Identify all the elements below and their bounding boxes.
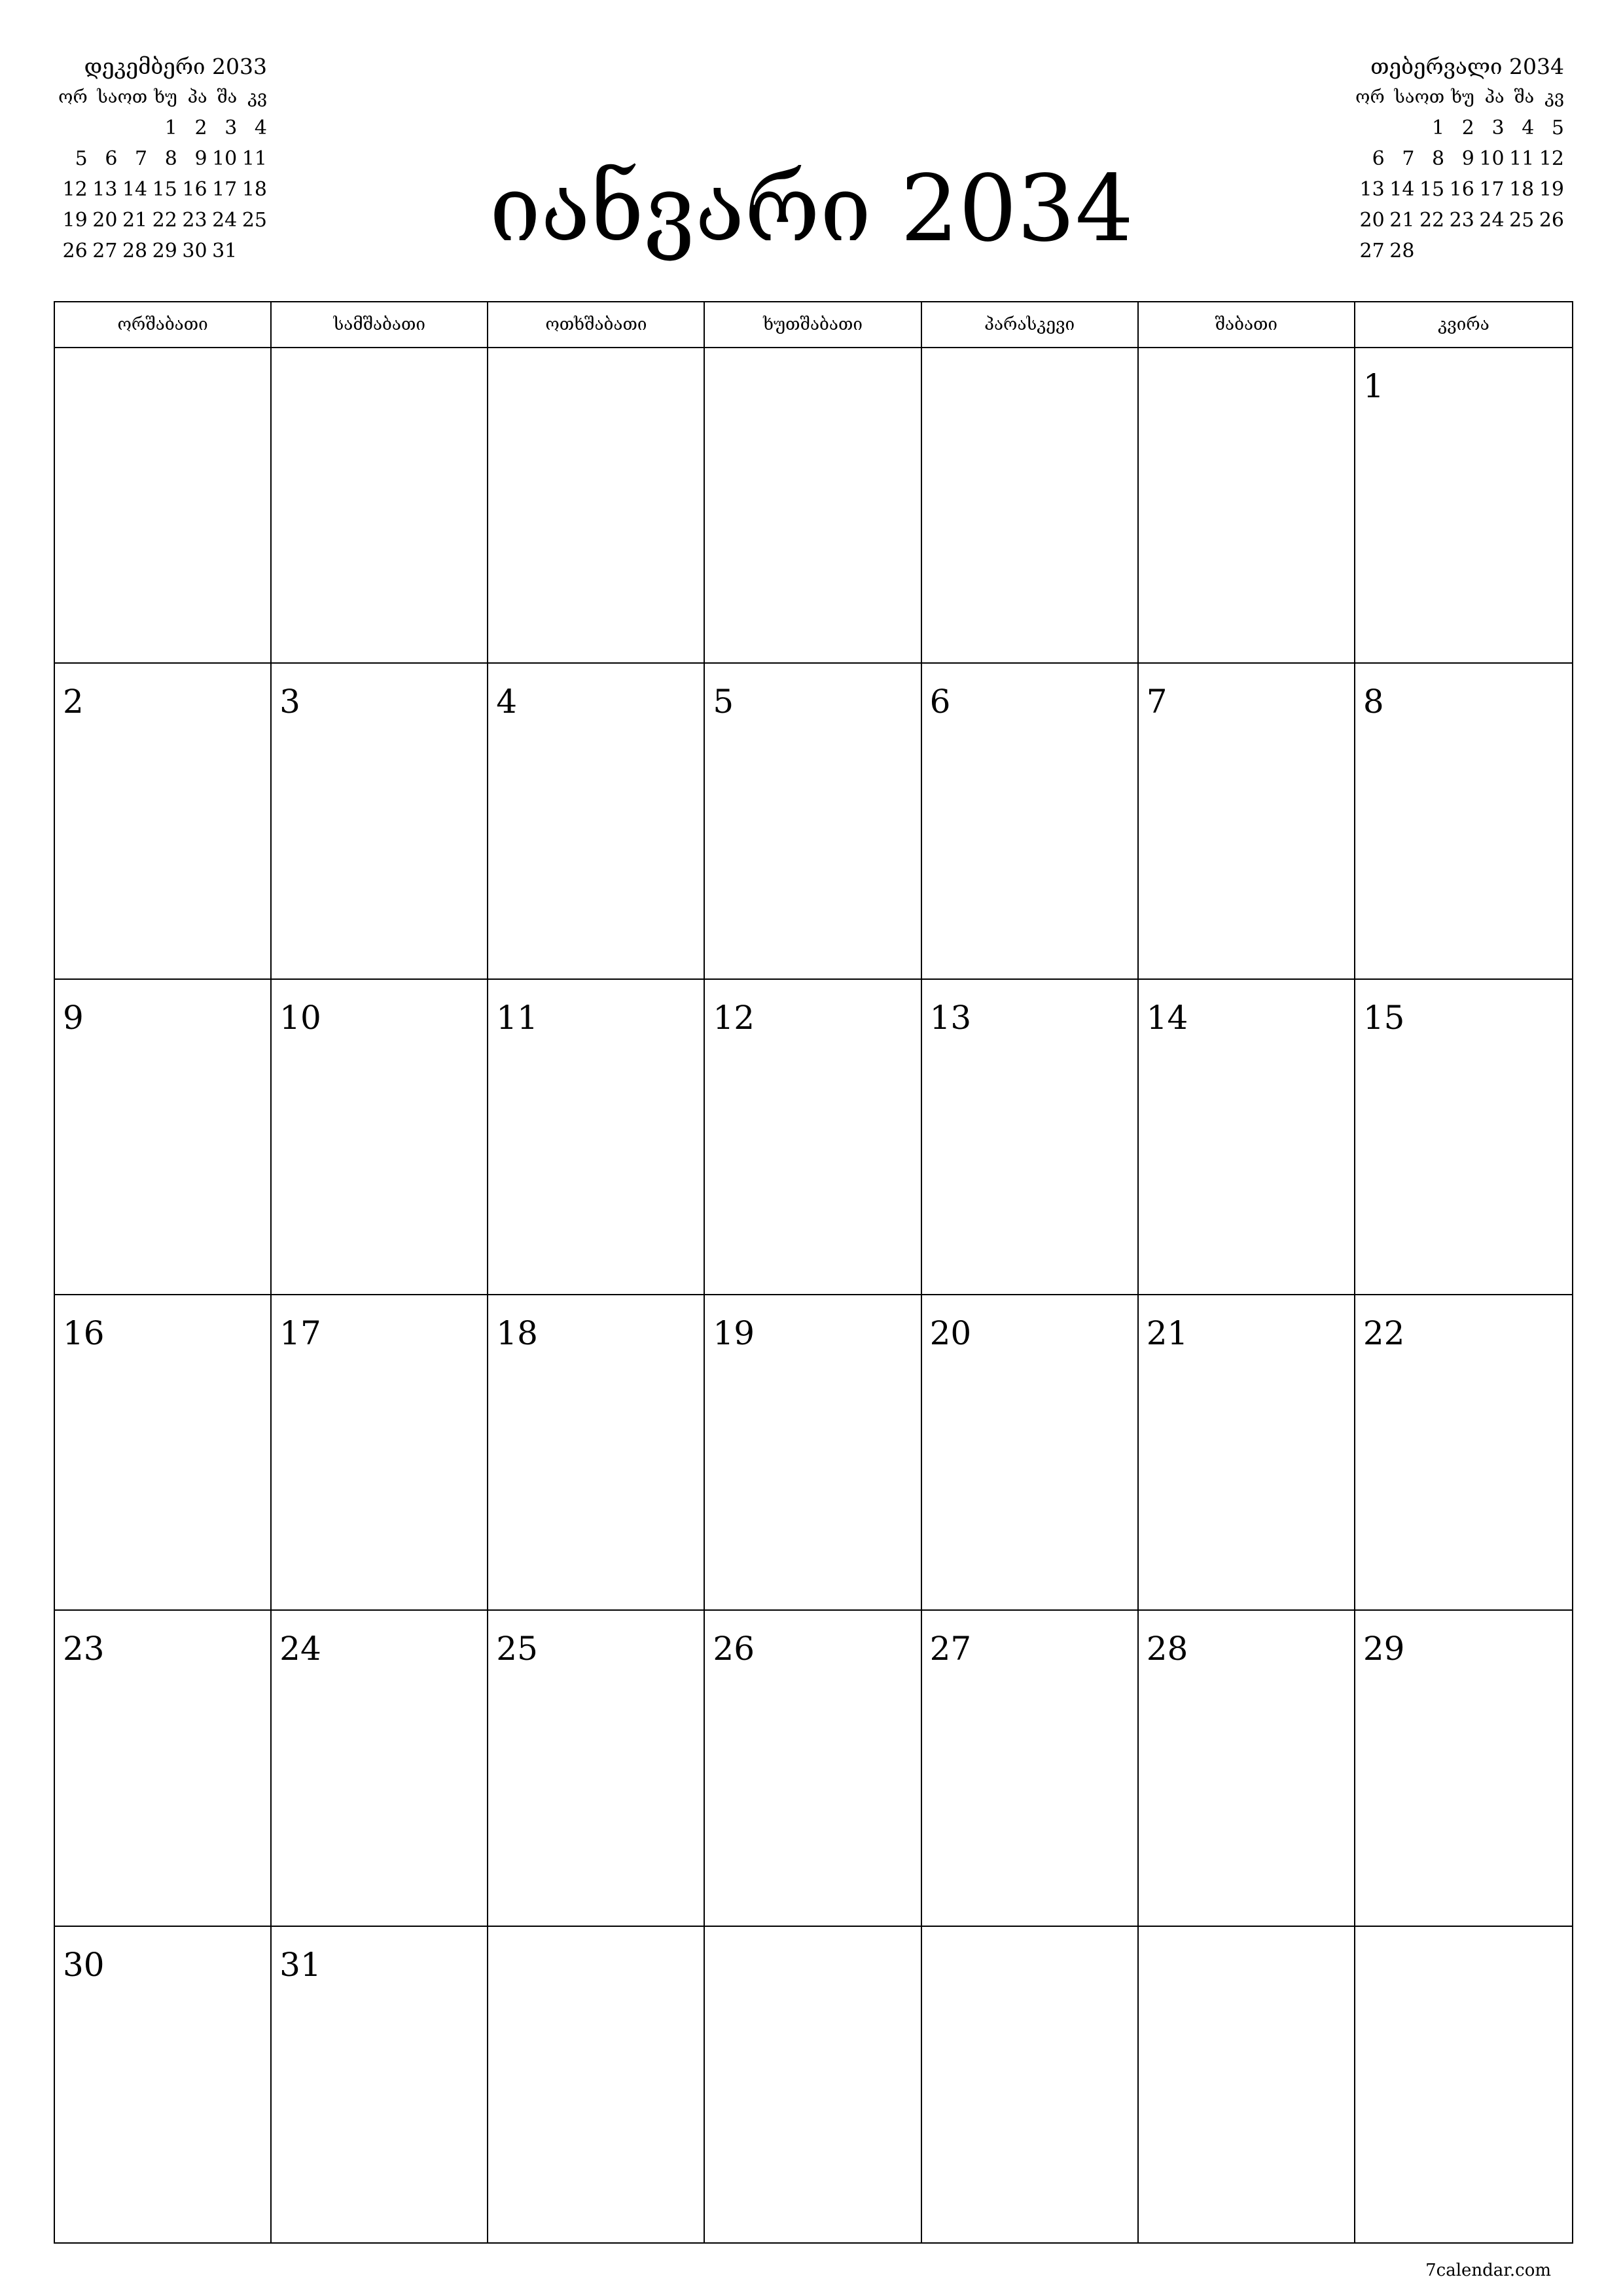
- mini-day: 5: [75, 147, 88, 170]
- day-cell: [272, 980, 488, 1295]
- day-number: 19: [713, 1314, 755, 1352]
- mini-day: 18: [1509, 178, 1535, 201]
- mini-weekday: შა: [217, 87, 238, 107]
- mini-calendar-previous: [58, 51, 267, 266]
- day-cell: [488, 1295, 705, 1611]
- mini-day: 28: [122, 240, 148, 262]
- mini-calendar-next-title: თებერვალი 2034: [1370, 54, 1564, 79]
- mini-day: 25: [241, 209, 267, 232]
- mini-day: 26: [1539, 209, 1564, 232]
- mini-weekday: ხუ: [154, 87, 177, 107]
- mini-day: 1: [164, 117, 177, 139]
- page-title: იანვარი 2034: [489, 156, 1134, 262]
- mini-day: 23: [182, 209, 207, 232]
- mini-day: [237, 236, 267, 266]
- mini-day: 15: [1419, 178, 1445, 201]
- day-cell: [1355, 1295, 1572, 1611]
- day-number: 31: [279, 1945, 321, 1984]
- day-cell: [922, 1927, 1139, 2242]
- weekday-header-sunday: კვირა: [1355, 302, 1572, 348]
- mini-weekday: პა: [187, 87, 207, 107]
- mini-weekday: ორ: [58, 87, 88, 107]
- day-number: 7: [1146, 683, 1168, 721]
- day-cell: [705, 980, 921, 1295]
- day-cell: [705, 664, 921, 979]
- day-cell: [272, 1927, 488, 2242]
- day-number: 27: [929, 1630, 972, 1668]
- day-cell: [922, 980, 1139, 1295]
- mini-day: 6: [1372, 147, 1385, 170]
- day-cell: [488, 348, 705, 664]
- mini-day: 31: [212, 240, 238, 262]
- mini-day: [1505, 236, 1535, 266]
- mini-day: 14: [1389, 178, 1415, 201]
- mini-day: 12: [62, 178, 88, 201]
- day-number: 16: [63, 1314, 105, 1352]
- mini-day: 16: [182, 178, 207, 201]
- day-cell: [1355, 980, 1572, 1295]
- mini-day: 16: [1449, 178, 1474, 201]
- day-cell: [272, 664, 488, 979]
- mini-day: 28: [1389, 240, 1415, 262]
- day-cell: [1139, 1295, 1355, 1611]
- mini-day: 24: [212, 209, 238, 232]
- mini-day: 18: [241, 178, 267, 201]
- mini-weekday: პა: [1484, 87, 1505, 107]
- day-cell: [922, 348, 1139, 664]
- site-credit: 7calendar.com: [1425, 2261, 1551, 2280]
- mini-weekday: შა: [1514, 87, 1535, 107]
- day-number: 25: [496, 1630, 538, 1668]
- mini-weekday: სა: [97, 87, 118, 107]
- day-cell: [1355, 1927, 1572, 2242]
- mini-day: 20: [1359, 209, 1385, 232]
- day-number: 11: [496, 998, 538, 1037]
- mini-day: [58, 113, 88, 143]
- mini-day: 1: [1432, 117, 1445, 139]
- mini-day: [1414, 236, 1444, 266]
- day-number: 14: [1146, 998, 1188, 1037]
- day-cell: [488, 980, 705, 1295]
- day-cell: [272, 1611, 488, 1926]
- mini-day: 19: [62, 209, 88, 232]
- mini-day: [88, 113, 118, 143]
- mini-calendar-previous-grid: [58, 82, 267, 266]
- day-cell: [1355, 348, 1572, 664]
- mini-day: 21: [1389, 209, 1415, 232]
- day-cell: [1139, 1611, 1355, 1926]
- day-number: 13: [929, 998, 972, 1037]
- mini-day: 17: [212, 178, 238, 201]
- day-number: 15: [1363, 998, 1405, 1037]
- day-cell: [272, 1295, 488, 1611]
- day-cell: [488, 1927, 705, 2242]
- day-number: 21: [1146, 1314, 1188, 1352]
- mini-day: 7: [1402, 147, 1415, 170]
- mini-day: 21: [122, 209, 148, 232]
- mini-day: 25: [1509, 209, 1535, 232]
- mini-day: 3: [1491, 117, 1505, 139]
- mini-day: 4: [254, 117, 267, 139]
- day-number: 1: [1363, 367, 1384, 405]
- day-cell: [55, 1927, 272, 2242]
- day-cell: [1355, 1611, 1572, 1926]
- mini-day: 27: [1359, 240, 1385, 262]
- mini-day: 29: [152, 240, 177, 262]
- day-number: 24: [279, 1630, 321, 1668]
- day-cell: [272, 348, 488, 664]
- mini-day: 27: [92, 240, 118, 262]
- day-cell: [55, 980, 272, 1295]
- mini-day: 11: [1509, 147, 1535, 170]
- mini-weekday: სა: [1394, 87, 1415, 107]
- day-number: 23: [63, 1630, 105, 1668]
- day-number: 2: [63, 683, 84, 721]
- mini-day: [1534, 236, 1564, 266]
- day-number: 4: [496, 683, 518, 721]
- mini-day: 7: [135, 147, 148, 170]
- day-number: 30: [63, 1945, 105, 1984]
- day-cell: [922, 664, 1139, 979]
- day-number: 6: [929, 683, 951, 721]
- mini-day: [1385, 113, 1415, 143]
- mini-day: 14: [122, 178, 148, 201]
- mini-day: 23: [1449, 209, 1474, 232]
- mini-weekday: ოთ: [117, 87, 148, 107]
- mini-day: 6: [105, 147, 118, 170]
- mini-weekday: კვ: [1544, 87, 1564, 107]
- mini-day: 4: [1522, 117, 1535, 139]
- day-number: 26: [713, 1630, 755, 1668]
- day-cell: [1139, 980, 1355, 1295]
- day-number: 3: [279, 683, 300, 721]
- mini-day: [1355, 113, 1385, 143]
- mini-day: 2: [194, 117, 207, 139]
- mini-day: 17: [1479, 178, 1505, 201]
- mini-day: 8: [1432, 147, 1445, 170]
- day-cell: [705, 1295, 921, 1611]
- month-calendar-grid: [54, 301, 1573, 2244]
- day-cell: [922, 1295, 1139, 1611]
- mini-day: 10: [1479, 147, 1505, 170]
- day-number: 9: [63, 998, 84, 1037]
- day-cell: [488, 1611, 705, 1926]
- mini-day: 5: [1551, 117, 1564, 139]
- mini-weekday: ხუ: [1451, 87, 1474, 107]
- day-cell: [55, 1611, 272, 1926]
- mini-weekday: კვ: [247, 87, 267, 107]
- mini-day: 11: [241, 147, 267, 170]
- mini-weekday: ორ: [1355, 87, 1385, 107]
- mini-day: 22: [152, 209, 177, 232]
- mini-day: 2: [1461, 117, 1474, 139]
- mini-day: 26: [62, 240, 88, 262]
- mini-calendar-next-grid: [1355, 82, 1564, 266]
- day-number: 28: [1146, 1630, 1188, 1668]
- mini-day: [1444, 236, 1474, 266]
- day-cell: [705, 1927, 921, 2242]
- mini-day: 22: [1419, 209, 1445, 232]
- mini-calendar-previous-title: დეკემბერი 2033: [84, 54, 267, 79]
- mini-day: [117, 113, 147, 143]
- day-cell: [1139, 1927, 1355, 2242]
- day-number: 12: [713, 998, 755, 1037]
- day-cell: [922, 1611, 1139, 1926]
- mini-day: 10: [212, 147, 238, 170]
- weekday-header-saturday: შაბათი: [1139, 302, 1355, 348]
- weekday-header-tuesday: სამშაბათი: [272, 302, 488, 348]
- mini-day: 12: [1539, 147, 1564, 170]
- mini-day: 9: [194, 147, 207, 170]
- mini-calendar-next: [1355, 51, 1564, 266]
- mini-day: 15: [152, 178, 177, 201]
- day-cell: [1139, 348, 1355, 664]
- mini-day: 19: [1539, 178, 1564, 201]
- day-cell: [55, 1295, 272, 1611]
- day-cell: [55, 348, 272, 664]
- mini-day: 13: [92, 178, 118, 201]
- mini-day: 24: [1479, 209, 1505, 232]
- weekday-header-monday: ორშაბათი: [55, 302, 272, 348]
- day-number: 18: [496, 1314, 538, 1352]
- day-cell: [488, 664, 705, 979]
- mini-day: 9: [1461, 147, 1474, 170]
- day-cell: [705, 1611, 921, 1926]
- weekday-header-friday: პარასკევი: [922, 302, 1139, 348]
- day-cell: [1355, 664, 1572, 979]
- mini-day: 13: [1359, 178, 1385, 201]
- mini-weekday: ოთ: [1414, 87, 1445, 107]
- weekday-header-wednesday: ოთხშაბათი: [488, 302, 705, 348]
- day-number: 17: [279, 1314, 321, 1352]
- day-cell: [1139, 664, 1355, 979]
- mini-day: 20: [92, 209, 118, 232]
- day-number: 10: [279, 998, 321, 1037]
- day-number: 5: [713, 683, 734, 721]
- day-number: 29: [1363, 1630, 1405, 1668]
- mini-day: 3: [224, 117, 238, 139]
- day-cell: [705, 348, 921, 664]
- mini-day: 8: [164, 147, 177, 170]
- day-number: 8: [1363, 683, 1384, 721]
- mini-day: 30: [182, 240, 207, 262]
- day-number: 20: [929, 1314, 972, 1352]
- day-number: 22: [1363, 1314, 1405, 1352]
- weekday-header-thursday: ხუთშაბათი: [705, 302, 921, 348]
- mini-day: [1474, 236, 1505, 266]
- day-cell: [55, 664, 272, 979]
